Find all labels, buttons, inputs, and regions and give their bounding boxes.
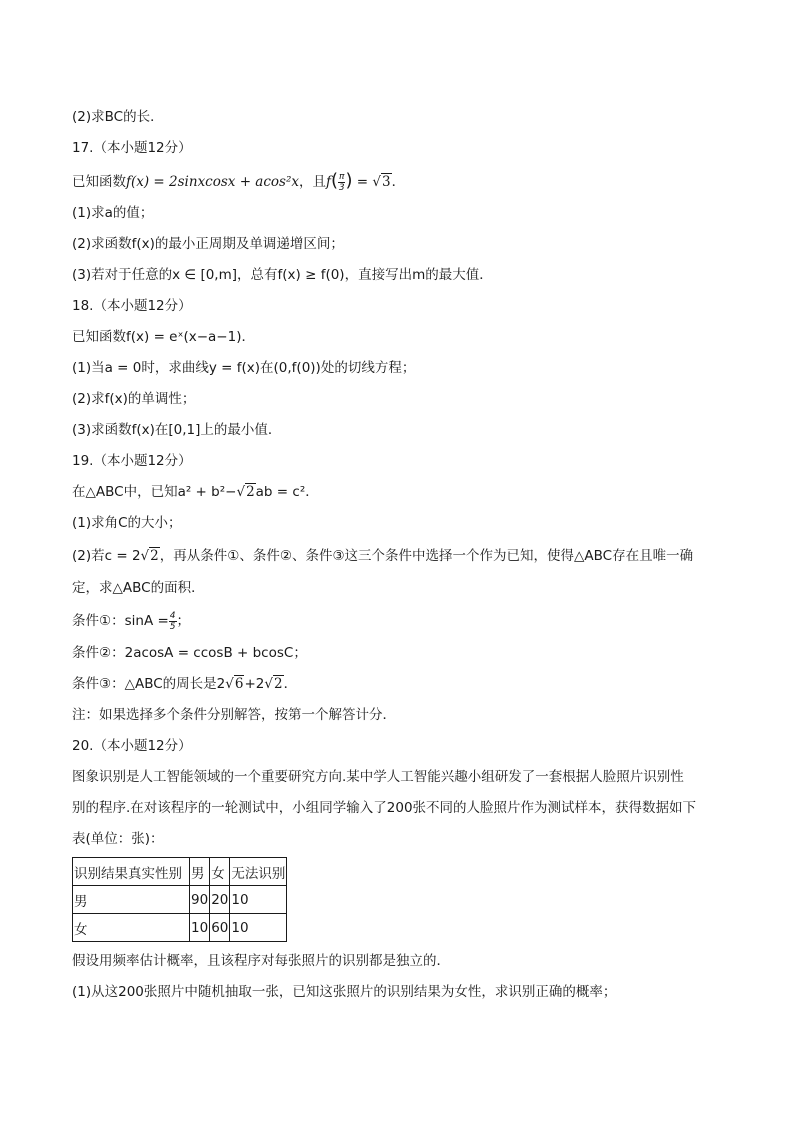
table-row <box>73 914 287 942</box>
table-header-cell: 识别结果真实性别 <box>73 858 190 886</box>
q19-condition1: 条件①：sinA = $\frac{4}{5}$ ； <box>72 610 191 632</box>
recognition-table <box>72 857 287 942</box>
q17-part3: (3)若对于任意的x ∈ [0,m]，总有f(x) ≥ f(0)，直接写出m的最大值． <box>72 267 493 283</box>
q20-stem-3: 表(单位：张)： <box>72 831 164 847</box>
q17-f-name: f <box>326 174 331 190</box>
q19-sqrt: √2 <box>236 484 255 500</box>
q16-part2: (2)求BC的长． <box>72 109 164 125</box>
q20-assumption: 假设用频率估计概率，且该程序对每张照片的识别都是独立的． <box>72 953 450 969</box>
table-header-cell: 无法识别 <box>230 858 287 886</box>
q18-header: 18.（本小题12分） <box>72 298 192 314</box>
table-cell: 90 <box>190 886 210 914</box>
table-row <box>73 886 287 914</box>
q19-c3-sqrt6: √6 <box>225 676 244 692</box>
q19-stem: 在△ABC中，已知a² + b²−√2ab = c²． <box>72 484 319 500</box>
q20-header: 20.（本小题12分） <box>72 738 192 754</box>
table-header-cell: 女 <box>210 858 230 886</box>
q17-stem-text-a: 已知函数 <box>72 174 126 190</box>
q17-stem: 已知函数f(x) = 2sinxcosx + acos²x，且f( $\frac{\pi}{3}$ ) = √3． <box>72 170 406 193</box>
table-cell: 10 <box>230 886 287 914</box>
q18-part2: (2)求f(x)的单调性； <box>72 391 196 407</box>
q19-c3-sqrt2: √2 <box>264 676 283 692</box>
q20-stem-1: 图象识别是人工智能领域的一个重要研究方向.某中学人工智能兴趣小组研发了一套根据人脸照片识别性 <box>72 769 684 785</box>
q17-fraction: $\frac{\pi}{3}$ <box>338 171 345 193</box>
table-cell: 女 <box>73 914 190 942</box>
q18-stem: 已知函数f(x) = eˣ(x−a−1)． <box>72 329 255 345</box>
q19-condition3: 条件③：△ABC的周长是2√6+2√2． <box>72 676 298 692</box>
document-page <box>72 102 732 1008</box>
q19-part1: (1)求角C的大小； <box>72 515 182 531</box>
q18-part1: (1)当a = 0时，求曲线y = f(x)在(0,f(0))处的切线方程； <box>72 360 416 376</box>
table-header-cell: 男 <box>190 858 210 886</box>
q18-part3: (3)求函数f(x)在[0,1]上的最小值． <box>72 422 282 438</box>
q19-c1-fraction: $\frac{4}{5}$ <box>169 610 176 632</box>
table-cell: 10 <box>190 914 210 942</box>
q19-condition2: 条件②：2acosA = ccosB + bcosC； <box>72 645 307 661</box>
q19-part2-line1: (2)若c = 2√2，再从条件①、条件②、条件③这三个条件中选择一个作为已知，使得△ABC存在且唯一确 <box>72 548 694 564</box>
table-cell: 男 <box>73 886 190 914</box>
q19-c-sqrt: √2 <box>140 548 159 564</box>
q20-part1: (1)从这200张照片中随机抽取一张，已知这张照片的识别结果为女性，求识别正确的概率； <box>72 984 617 1000</box>
q17-part1: (1)求a的值； <box>72 205 154 221</box>
q17-header: 17.（本小题12分） <box>72 140 192 156</box>
q17-sqrt: √3 <box>372 174 391 190</box>
table-cell: 20 <box>210 886 230 914</box>
table-cell: 10 <box>230 914 287 942</box>
q19-note: 注：如果选择多个条件分别解答，按第一个解答计分． <box>72 707 396 723</box>
q20-stem-2: 别的程序.在对该程序的一轮测试中，小组同学输入了200张不同的人脸照片作为测试样本，获得数据如下 <box>72 800 697 816</box>
q17-stem-text-b: ，且 <box>299 174 326 190</box>
q17-part2: (2)求函数f(x)的最小正周期及单调递增区间； <box>72 236 344 252</box>
table-cell: 60 <box>210 914 230 942</box>
q19-header: 19.（本小题12分） <box>72 453 192 469</box>
q19-part2-line2: 定，求△ABC的面积． <box>72 580 205 596</box>
table-header-row <box>73 858 287 886</box>
q17-function: f(x) = 2sinxcosx + acos²x <box>126 174 299 190</box>
